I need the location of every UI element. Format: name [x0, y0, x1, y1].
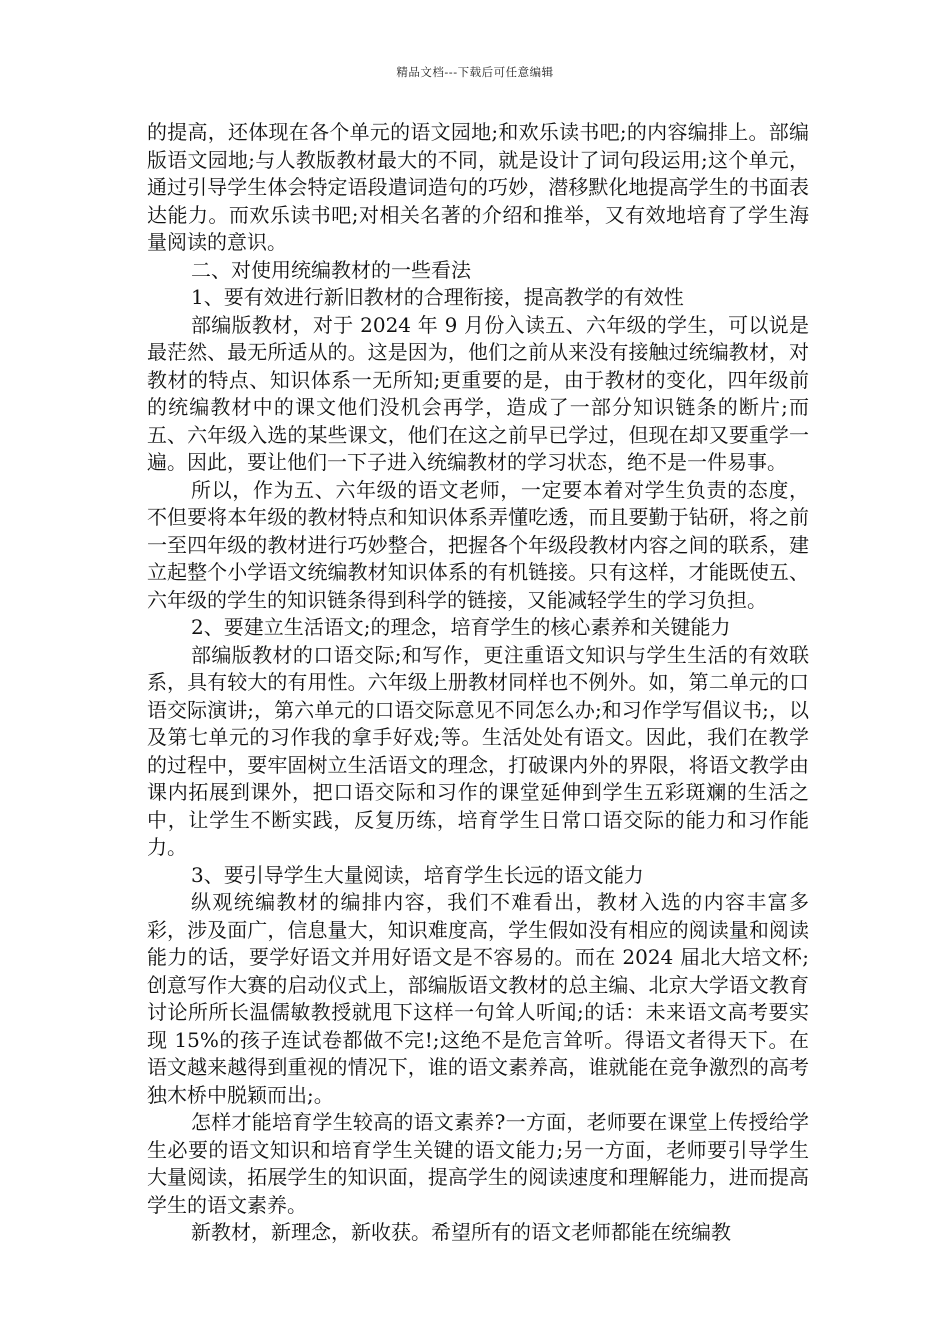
subsection-heading: 2、要建立生活语文;的理念，培育学生的核心素养和关键能力	[191, 615, 731, 639]
subsection-heading: 3、要引导学生大量阅读，培育学生长远的语文能力	[191, 862, 644, 887]
paragraph: 新教材，新理念，新收获。希望所有的语文老师都能在统编教	[191, 1220, 731, 1244]
paragraph-continued: 的提高，还体现在各个单元的语文园地;和欢乐读书吧;的内容编排上。部编版语文园地;与人教版教材最大的不同，就是设计了词句段运用;这个单元，通过引导学生体会特定语段遣词造句的巧妙，潜移默化地提高学生的书面表达能力。而欢乐读书吧;对相关名著的介绍和推举，又有效地培育了学生海量阅读的意识。	[147, 120, 809, 254]
paragraph: 纵观统编教材的编排内容，我们不难看出，教材入选的内容丰富多彩，涉及面广，信息量大，知识难度高，学生假如没有相应的阅读量和阅读能力的话，要学好语文并用好语文是不容易的。而在 2024 届北大培文杯;创意写作大赛的启动仪式上，部编版语文教材的总主编、北京大学语文教育讨论所所长温儒敏教授就甩下这样一句耸人听闻;的话：未来语文高考要实现 15%的孩子连试卷都做不完!;这绝不是危言耸听。得语文者得天下。在语文越来越得到重视的情况下，谁的语文素养高，谁就能在竞争激烈的高考独木桥中脱颖而出;。	[147, 890, 809, 1107]
document-body	[147, 119, 809, 1247]
section-heading: 二、对使用统编教材的一些看法	[191, 257, 471, 282]
paragraph: 怎样才能培育学生较高的语文素养?一方面，老师要在课堂上传授给学生必要的语文知识和培育学生关键的语文能力;另一方面，老师要引导学生大量阅读，拓展学生的知识面，提高学生的阅读速度和理解能力，进而提高学生的语文素养。	[147, 1110, 809, 1217]
paragraph: 部编版教材，对于 2024 年 9 月份入读五、六年级的学生，可以说是最茫然、最无所适从的。这是因为，他们之前从来没有接触过统编教材，对教材的特点、知识体系一无所知;更重要的是，由于教材的变化，四年级前的统编教材中的课文他们没机会再学，造成了一部分知识链条的断片;而五、六年级入选的某些课文，他们在这之前早已学过，但现在却又要重学一遍。因此，要让他们一下子进入统编教材的学习状态，绝不是一件易事。	[147, 312, 809, 474]
paragraph: 部编版教材的口语交际;和写作，更注重语文知识与学生生活的有效联系，具有较大的有用性。六年级上册教材同样也不例外。如，第二单元的口语交际演讲;，第六单元的口语交际意见不同怎么办;和习作学写倡议书;，以及第七单元的习作我的拿手好戏;等。生活处处有语文。因此，我们在教学的过程中，要牢固树立生活语文的理念，打破课内外的界限，将语文教学由课内拓展到课外，把口语交际和习作的课堂延伸到学生五彩斑斓的生活之中，让学生不断实践，反复历练，培育学生日常口语交际的能力和习作能力。	[147, 642, 809, 859]
paragraph: 所以，作为五、六年级的语文老师，一定要本着对学生负责的态度，不但要将本年级的教材特点和知识体系弄懂吃透，而且要勤于钻研，将之前一至四年级的教材进行巧妙整合，把握各个年级段教材内容之间的联系，建立起整个小学语文统编教材知识体系的有机链接。只有这样，才能既使五、六年级的学生的知识链条得到科学的链接，又能减轻学生的学习负担。	[147, 477, 809, 612]
page-header: 精品文档---下载后可任意编辑	[396, 65, 554, 79]
subsection-heading: 1、要有效进行新旧教材的合理衔接，提高教学的有效性	[191, 285, 684, 309]
